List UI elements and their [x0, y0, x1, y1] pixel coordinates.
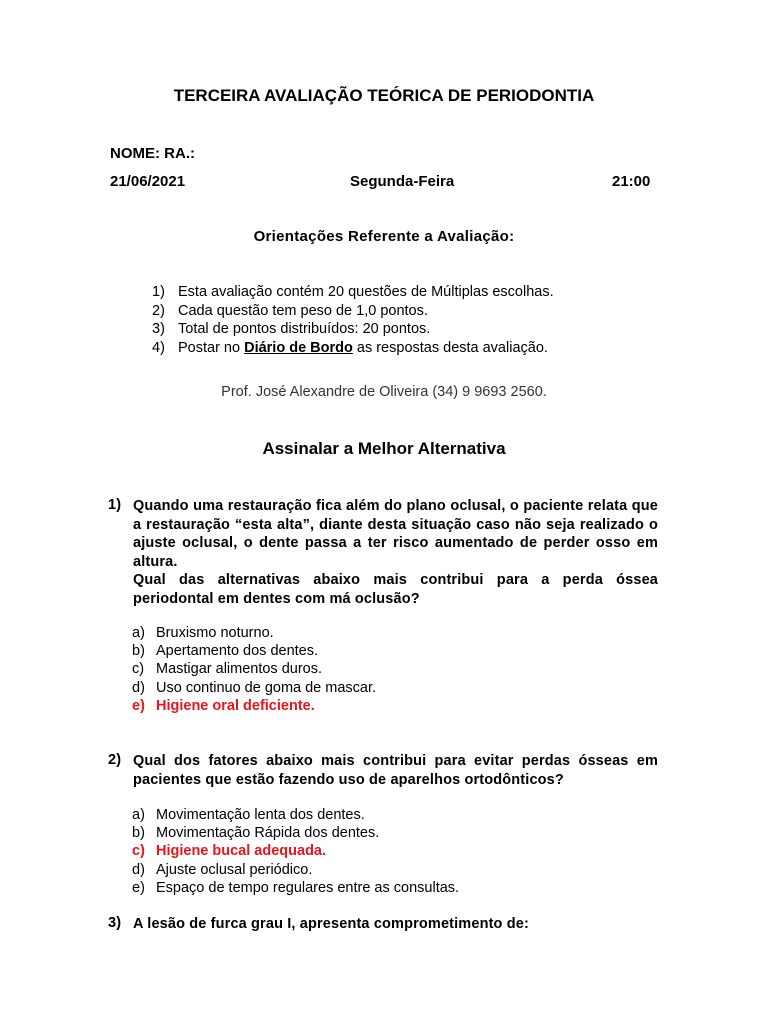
option-text: Uso continuo de goma de mascar. — [156, 679, 377, 696]
orientation-item — [152, 302, 554, 321]
question-3 — [108, 915, 658, 934]
option-text: Ajuste oclusal periódico. — [156, 861, 313, 878]
question-number: 3) — [108, 915, 122, 931]
professor-contact: Prof. José Alexandre de Oliveira (34) 9 9693 2560. — [221, 384, 547, 400]
question-statement: A lesão de furca grau I, apresenta comprometimento de: — [133, 916, 529, 932]
question-statement: Quando uma restauração fica além do plano oclusal, o paciente relata que a restauração “esta alta”, diante desta situação caso não seja realizado o ajuste oclusal, o dente passa a ter risco aumentado de perder osso em altura. — [133, 498, 658, 570]
answer-option[interactable] — [132, 679, 376, 697]
question-text — [133, 915, 658, 934]
name-ra-field-label: NOME: RA.: — [110, 145, 195, 162]
option-letter: a) — [132, 807, 145, 823]
question-2-options — [132, 806, 459, 897]
option-text: Mastigar alimentos duros. — [156, 661, 323, 678]
section-title: Assinalar a Melhor Alternativa — [262, 439, 506, 458]
option-letter: d) — [132, 679, 145, 696]
orientations-heading: Orientações Referente a Avaliação: — [253, 228, 515, 245]
question-text — [133, 752, 658, 789]
question-text — [133, 497, 658, 609]
option-text: Higiene bucal adequada. — [156, 843, 327, 860]
orientation-number: 2) — [152, 302, 165, 319]
orientation-text-suffix: as respostas desta avaliação. — [352, 339, 548, 356]
answer-option[interactable] — [132, 806, 459, 824]
document-title: TERCEIRA AVALIAÇÃO TEÓRICA DE PERIODONTIA — [173, 86, 595, 105]
question-1-options — [132, 624, 376, 715]
orientation-text: Total de pontos distribuídos: 20 pontos. — [178, 321, 431, 338]
orientation-number: 1) — [152, 284, 165, 300]
option-letter: a) — [132, 625, 145, 641]
answer-option[interactable] — [132, 642, 376, 660]
question-statement: Qual dos fatores abaixo mais contribui para evitar perdas ósseas em pacientes que estão fazendo uso de aparelhos ortodônticos? — [133, 753, 658, 788]
option-text: Movimentação Rápida dos dentes. — [156, 825, 380, 842]
option-text: Bruxismo noturno. — [156, 625, 274, 641]
answer-option-correct[interactable] — [132, 697, 376, 715]
option-text: Higiene oral deficiente. — [156, 697, 315, 714]
diario-de-bordo-link[interactable]: Diário de Bordo — [244, 339, 353, 356]
exam-date: 21/06/2021 — [110, 173, 186, 190]
option-letter: c) — [132, 843, 145, 860]
option-letter: c) — [132, 661, 145, 678]
question-number: 2) — [108, 752, 122, 768]
orientation-item — [152, 320, 554, 339]
answer-option[interactable] — [132, 624, 376, 642]
question-2 — [108, 752, 658, 789]
orientation-number: 3) — [152, 321, 165, 338]
answer-option-correct[interactable] — [132, 842, 459, 860]
orientation-item — [152, 283, 554, 302]
exam-time: 21:00 — [612, 173, 651, 190]
option-letter: d) — [132, 861, 145, 878]
answer-option[interactable] — [132, 861, 459, 879]
option-letter: e) — [132, 879, 145, 896]
orientation-text: Esta avaliação contém 20 questões de Múltiplas escolhas. — [178, 284, 554, 300]
option-text: Movimentação lenta dos dentes. — [156, 807, 365, 823]
option-letter: b) — [132, 643, 145, 660]
option-text: Espaço de tempo regulares entre as consultas. — [156, 879, 460, 896]
answer-option[interactable] — [132, 660, 376, 678]
option-letter: b) — [132, 825, 145, 842]
question-prompt: Qual das alternativas abaixo mais contribui para a perda óssea periodontal em dentes com má oclusão? — [133, 572, 658, 607]
orientation-number: 4) — [152, 339, 165, 356]
answer-option[interactable] — [132, 879, 459, 897]
option-letter: e) — [132, 697, 145, 714]
question-1 — [108, 497, 658, 609]
orientation-text: Cada questão tem peso de 1,0 pontos. — [178, 302, 428, 319]
question-number: 1) — [108, 497, 122, 513]
orientation-item — [152, 339, 554, 358]
option-text: Apertamento dos dentes. — [156, 643, 319, 660]
orientation-text-prefix: Postar no — [178, 339, 245, 356]
answer-option[interactable] — [132, 824, 459, 842]
orientations-list — [152, 283, 554, 357]
exam-weekday: Segunda-Feira — [350, 173, 455, 190]
